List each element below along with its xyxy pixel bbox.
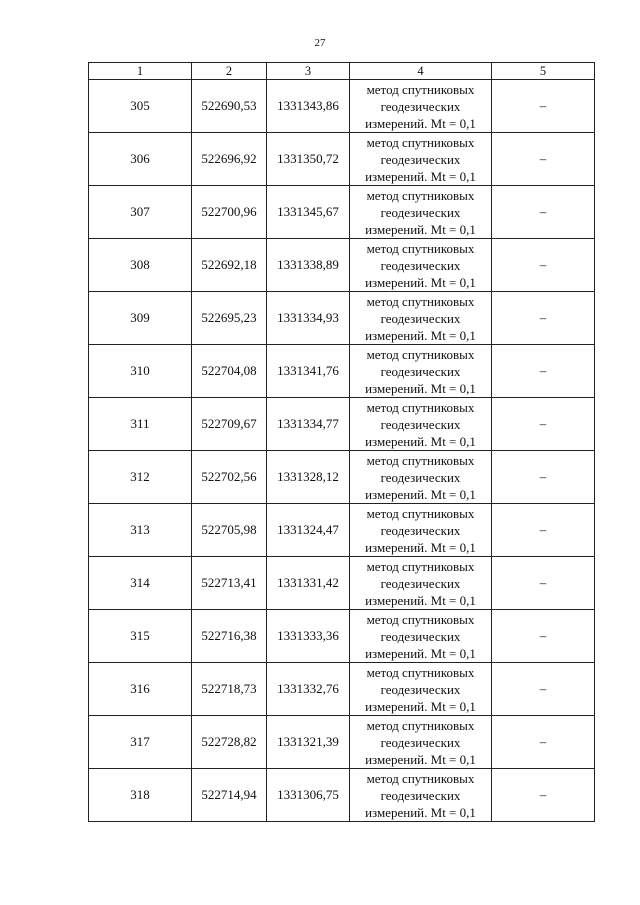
- method-line: геодезических: [380, 416, 461, 432]
- note-cell: –: [492, 345, 595, 398]
- x-coordinate-cell: 522705,98: [192, 504, 267, 557]
- method-line: метод спутниковых: [366, 558, 475, 574]
- x-coordinate-cell: 522704,08: [192, 345, 267, 398]
- y-coordinate-cell: 1331343,86: [267, 80, 350, 133]
- x-coordinate-cell: 522690,53: [192, 80, 267, 133]
- method-line: измерений. Mt = 0,1: [365, 645, 476, 661]
- table-row: [89, 610, 595, 663]
- method-line: измерений. Mt = 0,1: [365, 380, 476, 396]
- y-coordinate-cell: 1331350,72: [267, 133, 350, 186]
- method-cell: [350, 557, 492, 610]
- method-line: метод спутниковых: [366, 611, 475, 627]
- y-coordinate-cell: 1331345,67: [267, 186, 350, 239]
- y-coordinate-cell: 1331334,77: [267, 398, 350, 451]
- method-line: измерений. Mt = 0,1: [365, 804, 476, 820]
- method-line: геодезических: [380, 787, 461, 803]
- method-cell: [350, 239, 492, 292]
- method-line: геодезических: [380, 628, 461, 644]
- method-line: измерений. Mt = 0,1: [365, 327, 476, 343]
- x-coordinate-cell: 522696,92: [192, 133, 267, 186]
- note-cell: –: [492, 663, 595, 716]
- table-header: [89, 63, 595, 80]
- method-cell: [350, 398, 492, 451]
- method-line: геодезических: [380, 681, 461, 697]
- method-line: метод спутниковых: [366, 187, 475, 203]
- table-row: [89, 557, 595, 610]
- note-cell: –: [492, 292, 595, 345]
- note-cell: –: [492, 451, 595, 504]
- x-coordinate-cell: 522718,73: [192, 663, 267, 716]
- x-coordinate-cell: 522700,96: [192, 186, 267, 239]
- page-number: 27: [314, 37, 326, 49]
- method-cell: [350, 292, 492, 345]
- method-line: метод спутниковых: [366, 293, 475, 309]
- point-number-cell: 316: [89, 663, 192, 716]
- y-coordinate-cell: 1331332,76: [267, 663, 350, 716]
- method-line: метод спутниковых: [366, 452, 475, 468]
- method-line: геодезических: [380, 469, 461, 485]
- method-line: измерений. Mt = 0,1: [365, 698, 476, 714]
- method-cell: [350, 451, 492, 504]
- method-line: измерений. Mt = 0,1: [365, 221, 476, 237]
- table-body: [89, 80, 595, 822]
- method-line: измерений. Mt = 0,1: [365, 486, 476, 502]
- coordinates-table: [88, 62, 595, 822]
- note-cell: –: [492, 557, 595, 610]
- point-number-cell: 313: [89, 504, 192, 557]
- method-line: геодезических: [380, 363, 461, 379]
- method-cell: [350, 504, 492, 557]
- method-cell: [350, 663, 492, 716]
- method-cell: [350, 769, 492, 822]
- note-cell: –: [492, 610, 595, 663]
- column-header-5: 5: [492, 63, 595, 80]
- method-line: метод спутниковых: [366, 81, 475, 97]
- method-line: метод спутниковых: [366, 505, 475, 521]
- point-number-cell: 311: [89, 398, 192, 451]
- y-coordinate-cell: 1331331,42: [267, 557, 350, 610]
- point-number-cell: 307: [89, 186, 192, 239]
- note-cell: –: [492, 398, 595, 451]
- method-line: геодезических: [380, 522, 461, 538]
- note-cell: –: [492, 716, 595, 769]
- method-line: метод спутниковых: [366, 134, 475, 150]
- method-line: метод спутниковых: [366, 770, 475, 786]
- note-cell: –: [492, 133, 595, 186]
- method-line: метод спутниковых: [366, 240, 475, 256]
- method-line: метод спутниковых: [366, 346, 475, 362]
- column-header-1: 1: [89, 63, 192, 80]
- method-cell: [350, 610, 492, 663]
- table-row: [89, 186, 595, 239]
- table-row: [89, 398, 595, 451]
- method-line: метод спутниковых: [366, 717, 475, 733]
- y-coordinate-cell: 1331338,89: [267, 239, 350, 292]
- y-coordinate-cell: 1331306,75: [267, 769, 350, 822]
- point-number-cell: 308: [89, 239, 192, 292]
- method-line: геодезических: [380, 575, 461, 591]
- y-coordinate-cell: 1331333,36: [267, 610, 350, 663]
- y-coordinate-cell: 1331334,93: [267, 292, 350, 345]
- method-line: измерений. Mt = 0,1: [365, 274, 476, 290]
- point-number-cell: 309: [89, 292, 192, 345]
- point-number-cell: 314: [89, 557, 192, 610]
- table-row: [89, 451, 595, 504]
- method-line: геодезических: [380, 734, 461, 750]
- table-row: [89, 716, 595, 769]
- method-line: измерений. Mt = 0,1: [365, 433, 476, 449]
- note-cell: –: [492, 504, 595, 557]
- method-line: измерений. Mt = 0,1: [365, 592, 476, 608]
- method-line: метод спутниковых: [366, 664, 475, 680]
- point-number-cell: 318: [89, 769, 192, 822]
- note-cell: –: [492, 80, 595, 133]
- point-number-cell: 317: [89, 716, 192, 769]
- method-line: измерений. Mt = 0,1: [365, 539, 476, 555]
- method-line: метод спутниковых: [366, 399, 475, 415]
- note-cell: –: [492, 239, 595, 292]
- method-line: геодезических: [380, 151, 461, 167]
- method-line: измерений. Mt = 0,1: [365, 168, 476, 184]
- point-number-cell: 306: [89, 133, 192, 186]
- y-coordinate-cell: 1331321,39: [267, 716, 350, 769]
- method-line: геодезических: [380, 257, 461, 273]
- table-row: [89, 80, 595, 133]
- header-row: [89, 63, 595, 80]
- table-row: [89, 133, 595, 186]
- method-cell: [350, 345, 492, 398]
- point-number-cell: 315: [89, 610, 192, 663]
- table-row: [89, 769, 595, 822]
- note-cell: –: [492, 186, 595, 239]
- table-row: [89, 504, 595, 557]
- table-row: [89, 239, 595, 292]
- method-cell: [350, 186, 492, 239]
- point-number-cell: 310: [89, 345, 192, 398]
- y-coordinate-cell: 1331324,47: [267, 504, 350, 557]
- x-coordinate-cell: 522702,56: [192, 451, 267, 504]
- y-coordinate-cell: 1331328,12: [267, 451, 350, 504]
- method-line: геодезических: [380, 310, 461, 326]
- column-header-3: 3: [267, 63, 350, 80]
- x-coordinate-cell: 522692,18: [192, 239, 267, 292]
- column-header-2: 2: [192, 63, 267, 80]
- method-line: измерений. Mt = 0,1: [365, 751, 476, 767]
- point-number-cell: 312: [89, 451, 192, 504]
- x-coordinate-cell: 522709,67: [192, 398, 267, 451]
- method-cell: [350, 80, 492, 133]
- y-coordinate-cell: 1331341,76: [267, 345, 350, 398]
- point-number-cell: 305: [89, 80, 192, 133]
- x-coordinate-cell: 522695,23: [192, 292, 267, 345]
- x-coordinate-cell: 522713,41: [192, 557, 267, 610]
- table-row: [89, 292, 595, 345]
- method-line: геодезических: [380, 98, 461, 114]
- method-cell: [350, 716, 492, 769]
- method-line: измерений. Mt = 0,1: [365, 115, 476, 131]
- x-coordinate-cell: 522728,82: [192, 716, 267, 769]
- x-coordinate-cell: 522716,38: [192, 610, 267, 663]
- table-row: [89, 345, 595, 398]
- column-header-4: 4: [350, 63, 492, 80]
- method-line: геодезических: [380, 204, 461, 220]
- note-cell: –: [492, 769, 595, 822]
- x-coordinate-cell: 522714,94: [192, 769, 267, 822]
- table-row: [89, 663, 595, 716]
- method-cell: [350, 133, 492, 186]
